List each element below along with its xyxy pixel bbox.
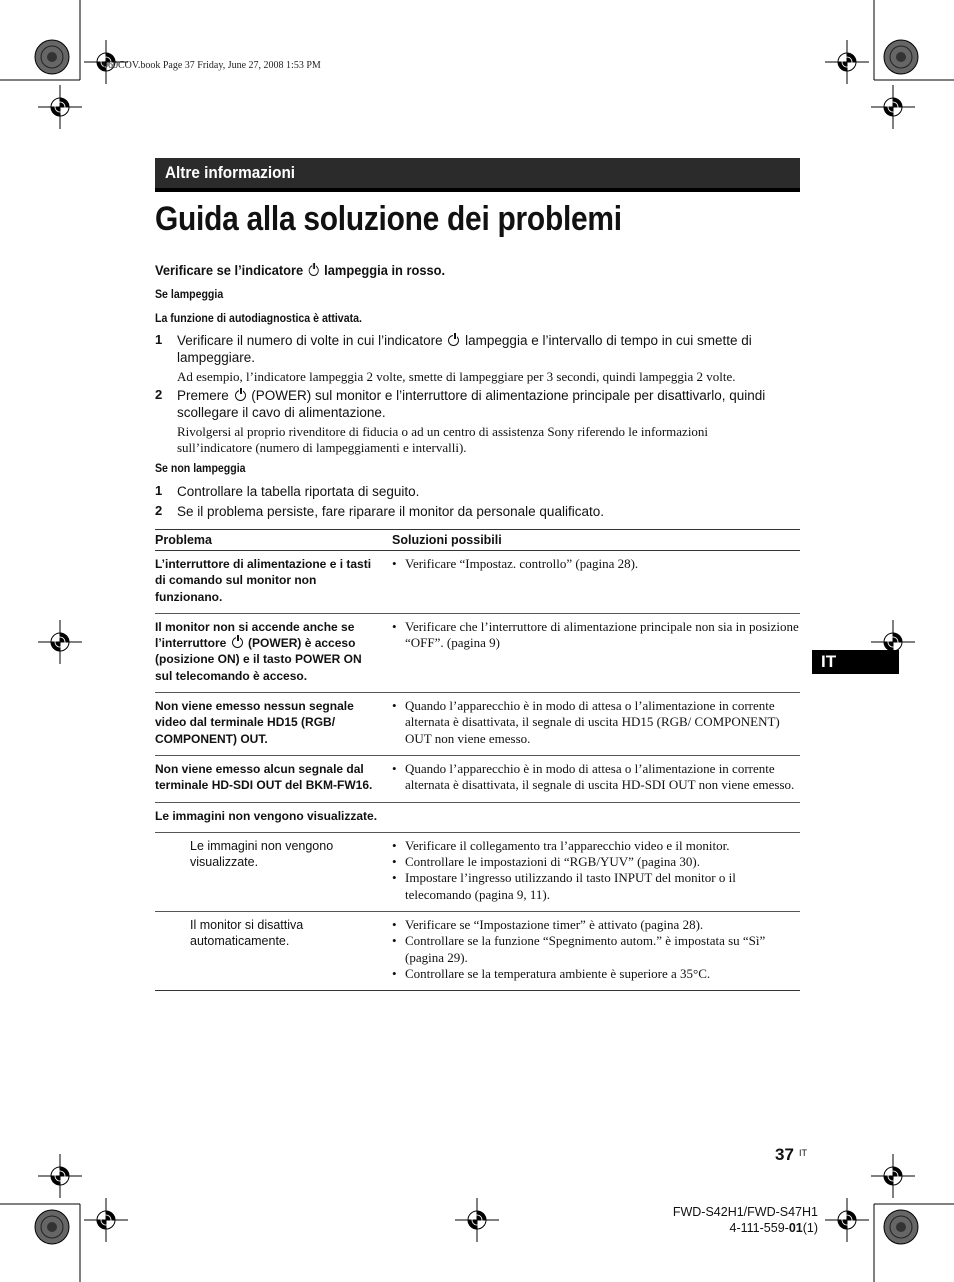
step-number: 1 [155,332,163,347]
power-icon [235,390,246,401]
step-number: 2 [155,503,163,518]
blink-subheading: La funzione di autodiagnostica è attivata. [155,313,362,325]
part-number: 4-111-559-01(1) [729,1221,818,1235]
solution-cell: • Verificare che l’interruttore di alimentazione principale non sia in posizione “OFF”. (pagina 9) [392,613,800,692]
burst-mark [884,40,918,74]
burst-mark [35,1210,69,1244]
solution-cell: • Verificare il collegamento tra l’apparecchio video e il monitor. • Controllare le impostazioni di “RGB/YUV” (pagina 30). • Impostare l’ingresso utilizzando il tasto INPUT del monitor o il telecomando (pagina 9, 11). [392,832,800,911]
subproblem-cell: Il monitor si disattiva automaticamente. [155,912,392,991]
power-icon [448,335,459,346]
table-row [155,551,800,614]
solution-cell: • Verificare se “Impostazione timer” è attivato (pagina 28). • Controllare se la funzione “Spegnimento autom.” è impostata su “Sì” (pagina 29). • Controllare se la temperatura ambiente è superiore a 35°C. [392,912,800,991]
table-row [155,613,800,692]
burst-mark [35,40,69,74]
subheading: Verificare se l’indicatore lampeggia in rosso. [155,262,446,278]
language-tab: IT [812,650,899,674]
model-number: FWD-S42H1/FWD-S47H1 [672,1205,818,1219]
solution-cell: • Quando l’apparecchio è in modo di attesa o l’alimentazione in corrente alternata è disattivata, il segnale di uscita HD-SDI OUT non viene emesso. [392,755,800,802]
page-title: Guida alla soluzione dei problemi [155,200,622,238]
step-note: Ad esempio, l’indicatore lampeggia 2 volte, smette di lampeggiare per 3 secondi, quindi lampeggia 2 volte. [177,369,736,384]
solution-cell: • Quando l’apparecchio è in modo di attesa o l’alimentazione in corrente alternata è disattivata, il segnale di uscita HD15 (RGB/ COMPONENT) OUT non viene emesso. [392,693,800,756]
noblink-heading: Se non lampeggia [155,463,246,475]
step-text: Se il problema persiste, fare riparare il monitor da personale qualificato. [177,504,604,519]
problem-cell: Le immagini non vengono visualizzate. [155,802,392,832]
table-header [155,530,800,551]
column-header: Soluzioni possibili [392,530,800,551]
troubleshooting-table [155,529,800,991]
step-number: 1 [155,483,163,498]
print-header: 060COV.book Page 37 Friday, June 27, 2008 1:53 PM [103,60,321,71]
power-icon [309,265,319,276]
solution-cell [392,802,800,832]
problem-cell: Il monitor non si accende anche se l’interruttore (POWER) è acceso (posizione ON) e il tasto POWER ON sul telecomando è acceso. [155,613,392,692]
section-title: Altre informazioni [165,163,296,182]
step-text: Controllare la tabella riportata di seguito. [177,484,420,499]
table-row [155,693,800,756]
table-subrow [155,912,800,991]
table-row [155,755,800,802]
step-note: Rivolgersi al proprio rivenditore di fiducia o ad un centro di assistenza Sony riferendo le informazioni sull’indicatore (numero di lampeggiamenti e intervalli). [177,424,709,455]
step-text: Verificare il numero di volte in cui l’indicatore lampeggia e l’intervallo di tempo in cui smette di lampeggiare. [177,333,752,365]
column-header: Problema [155,530,392,551]
step-number: 2 [155,387,163,402]
page-number: 37 [775,1145,794,1164]
blink-heading: Se lampeggia [155,289,224,301]
page-suffix: IT [799,1148,807,1158]
solution-cell: • Verificare “Impostaz. controllo” (pagina 28). [392,551,800,614]
table-subrow [155,832,800,911]
subproblem-cell: Le immagini non vengono visualizzate. [155,832,392,911]
problem-cell: Non viene emesso nessun segnale video dal terminale HD15 (RGB/ COMPONENT) OUT. [155,693,392,756]
table-row [155,802,800,832]
power-icon [232,637,243,648]
problem-cell: Non viene emesso alcun segnale dal terminale HD-SDI OUT del BKM-FW16. [155,755,392,802]
burst-mark [884,1210,918,1244]
problem-cell: L’interruttore di alimentazione e i tasti di comando sul monitor non funzionano. [155,551,392,614]
section-bar [155,158,800,192]
step-text: Premere (POWER) sul monitor e l’interruttore di alimentazione principale per disattivarlo, quindi scollegare il cavo di alimentazione. [177,388,766,420]
